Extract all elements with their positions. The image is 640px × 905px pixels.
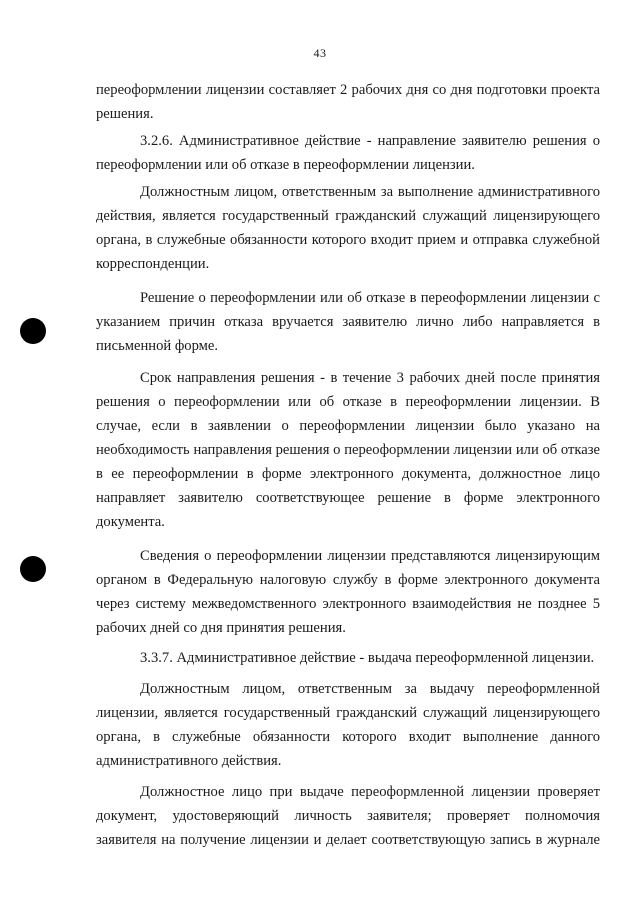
body-paragraph: Сведения о переоформлении лицензии представляются лицензирующим органом в Федеральную налоговую службу в форме электронного документа через систему межведомственного электронного взаимодействия не позднее 5 рабочих дней со дня принятия решения. xyxy=(96,548,600,636)
body-paragraph: Решение о переоформлении или об отказе в переоформлении лицензии с указанием причин отказа вручается заявителю лично либо направляется в письменной форме. xyxy=(96,290,600,354)
punch-hole-mark xyxy=(20,556,46,582)
body-paragraph: Должностным лицом, ответственным за выполнение административного действия, является государственный гражданский служащий лицензирующего органа, в служебные обязанности которого входит прием и отправка служебной корреспонденции. xyxy=(96,184,600,272)
body-paragraph: Срок направления решения - в течение 3 рабочих дней после принятия решения о переоформлении или об отказе в переоформлении лицензии. В случае, если в заявлении о переоформлении лицензии было указано на необходимость направления решения о переоформлении лицензии или об отказе в ее переоформлении в форме электронного документа, должностное лицо направляет заявителю соответствующее решение в форме электронного документа. xyxy=(96,370,600,530)
body-paragraph: переоформлении лицензии составляет 2 рабочих дня со дня подготовки проекта решения. xyxy=(96,82,600,122)
body-paragraph: Должностное лицо при выдаче переоформленной лицензии проверяет документ, удостоверяющий личность заявителя; проверяет полномочия заявителя на получение лицензии и делает соответствующую запись в журнале xyxy=(96,784,600,848)
punch-hole-mark xyxy=(20,318,46,344)
body-paragraph: Должностным лицом, ответственным за выдачу переоформленной лицензии, является государственный гражданский служащий лицензирующего органа, в служебные обязанности которого входит выполнение данного административного действия. xyxy=(96,681,600,769)
body-paragraph: 3.2.6. Административное действие - направление заявителю решения о переоформлении или об отказе в переоформлении лицензии. xyxy=(96,133,600,173)
page-number: 43 xyxy=(313,46,327,60)
section-heading: 3.3.7. Административное действие - выдача переоформленной лицензии. xyxy=(140,650,595,666)
